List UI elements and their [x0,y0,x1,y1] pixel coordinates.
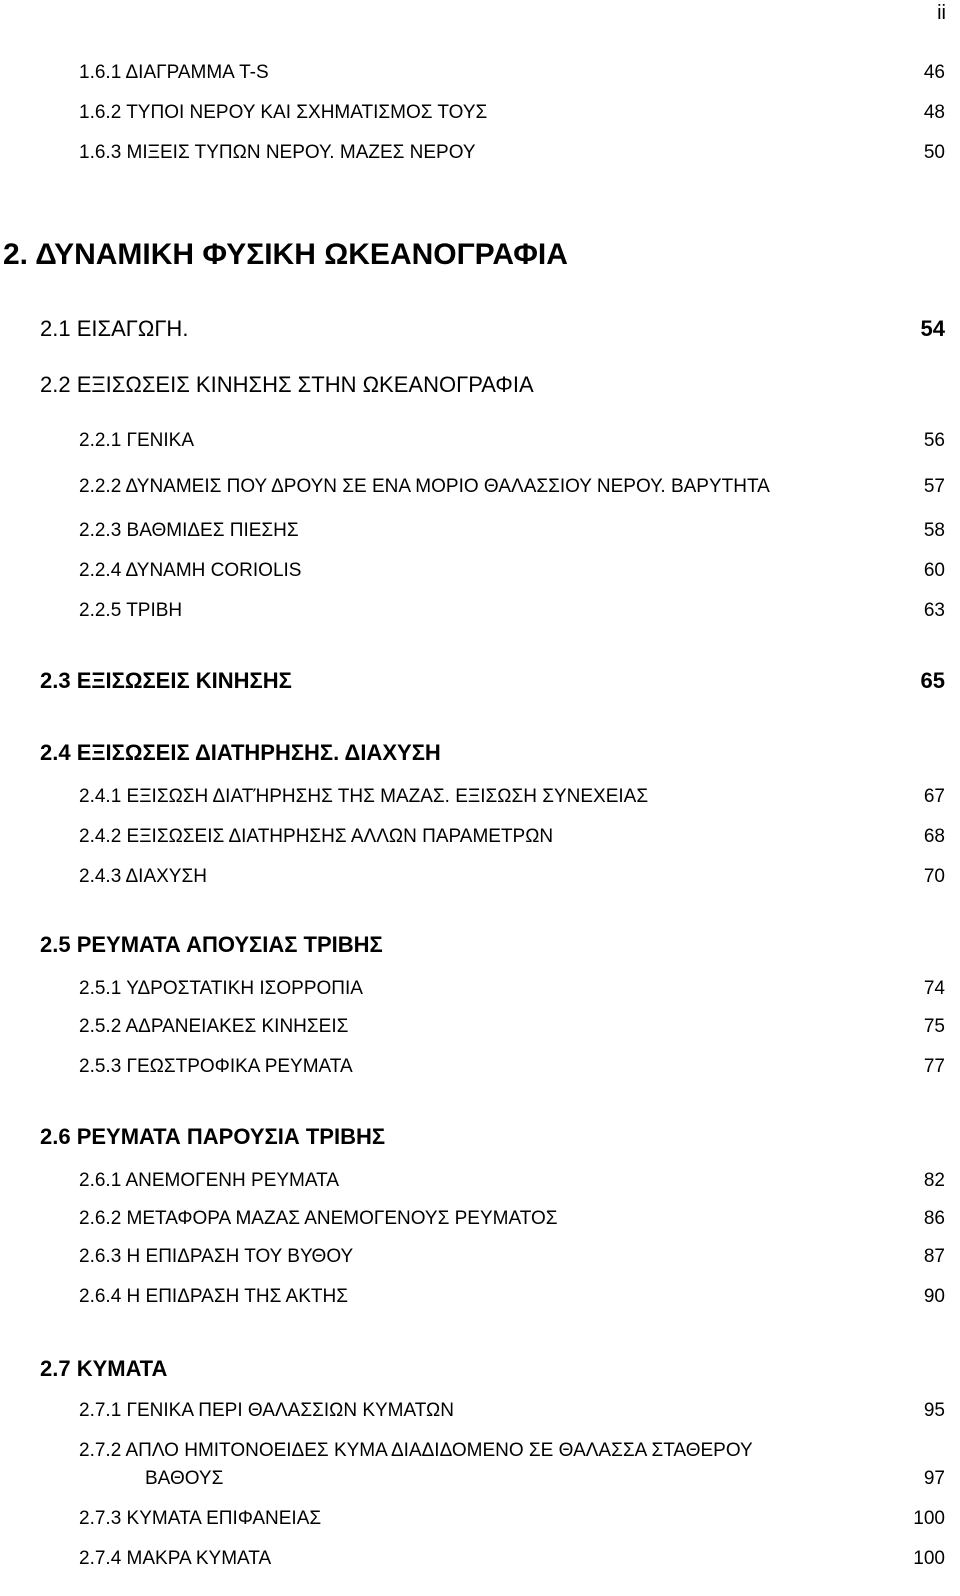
toc-entry-1-6-2[interactable] [79,102,945,124]
toc-section-2-7[interactable] [40,1356,945,1382]
toc-entry-page: 70 [923,866,945,887]
toc-entry-page: 50 [923,142,945,163]
toc-section-2-1[interactable] [40,316,945,342]
toc-entry-title: 2.4.2 ΕΞΙΣΩΣΕΙΣ ΔΙΑΤΗΡΗΣΗΣ ΑΛΛΩΝ ΠΑΡΑΜΕΤΡΩΝ [79,826,554,847]
toc-entry-title: 2.6.2 ΜΕΤΑΦΟΡΑ ΜΑΖΑΣ ΑΝΕΜΟΓΕΝΟΥΣ ΡΕΥΜΑΤΟΣ [79,1208,558,1229]
toc-section-2-4[interactable] [40,740,945,766]
toc-chapter-2[interactable] [3,238,945,272]
toc-entry-page: 58 [923,520,945,541]
toc-section-title: 2.6 ΡΕΥΜΑΤΑ ΠΑΡΟΥΣΙΑ ΤΡΙΒΗΣ [40,1124,386,1149]
toc-entry-title: 2.6.3 Η ΕΠΙΔΡΑΣΗ ΤΟΥ ΒΥΘΟΥ [79,1246,354,1267]
toc-entry-page: 90 [923,1286,945,1307]
toc-entry-title-line1: 2.7.2 ΑΠΛΟ ΗΜΙΤΟΝΟΕΙΔΕΣ ΚΥΜΑ ΔΙΑΔΙΔΟΜΕΝΟ ΣΕ ΘΑΛΑΣΣΑ ΣΤΑΘΕΡΟΥ [79,1440,753,1461]
toc-entry-title: 2.2.3 ΒΑΘΜΙΔΕΣ ΠΙΕΣΗΣ [79,520,299,541]
toc-entry-page: 63 [923,600,945,621]
toc-entry-1-6-3[interactable] [79,142,945,164]
toc-entry-page: 74 [923,978,945,999]
toc-entry-2-7-3[interactable] [79,1508,945,1530]
toc-entry-page: 86 [923,1208,945,1229]
toc-entry-title: 2.2.5 ΤΡΙΒΗ [79,600,183,621]
page-number: ii [937,2,946,24]
toc-section-title: 2.7 ΚΥΜΑΤΑ [40,1356,168,1381]
toc-entry-2-7-2[interactable] [79,1440,945,1462]
toc-entry-page: 87 [923,1246,945,1267]
toc-entry-page: 97 [923,1468,945,1489]
toc-entry-title: 2.7.4 ΜΑΚΡΑ ΚΥΜΑΤΑ [79,1548,272,1569]
toc-entry-page: 56 [923,430,945,451]
toc-entry-1-6-1[interactable] [79,62,945,84]
toc-entry-page: 100 [913,1508,945,1529]
toc-entry-2-6-2[interactable] [79,1208,945,1230]
toc-section-title: 2.2 ΕΞΙΣΩΣΕΙΣ ΚΙΝΗΣΗΣ ΣΤΗΝ ΩΚΕΑΝΟΓΡΑΦΙΑ [40,372,534,397]
toc-section-title: 2.4 ΕΞΙΣΩΣΕΙΣ ΔΙΑΤΗΡΗΣΗΣ. ΔΙΑΧΥΣΗ [40,740,441,765]
toc-entry-title: 2.2.2 ΔΥΝΑΜΕΙΣ ΠΟΥ ΔΡΟΥΝ ΣΕ ΕΝΑ ΜΟΡΙΟ ΘΑΛΑΣΣΙΟΥ ΝΕΡΟΥ. ΒΑΡΥΤΗΤΑ [79,476,770,497]
toc-entry-title: 2.4.1 ΕΞΙΣΩΣΗ ΔΙΑΤΉΡΗΣΗΣ ΤΗΣ ΜΑΖΑΣ. ΕΞΙΣΩΣΗ ΣΥΝΕΧΕΙΑΣ [79,786,649,807]
toc-section-2-2[interactable] [40,372,945,398]
toc-section-page: 65 [920,668,945,693]
toc-entry-title: 2.2.1 ΓΕΝΙΚΑ [79,430,195,451]
toc-entry-page: 75 [923,1016,945,1037]
toc-entry-2-4-2[interactable] [79,826,945,848]
toc-entry-title: 2.4.3 ΔΙΑΧΥΣΗ [79,866,207,887]
toc-entry-title: 2.5.1 ΥΔΡΟΣΤΑΤΙΚΗ ΙΣΟΡΡΟΠΙΑ [79,978,363,999]
toc-entry-2-5-1[interactable] [79,978,945,1000]
toc-entry-page: 48 [923,102,945,123]
toc-entry-title: 1.6.2 ΤΥΠΟΙ ΝΕΡΟΥ ΚΑΙ ΣΧΗΜΑΤΙΣΜΟΣ ΤΟΥΣ [79,102,488,123]
toc-entry-2-2-3[interactable] [79,520,945,542]
toc-section-title: 2.1 ΕΙΣΑΓΩΓΗ. [40,316,189,341]
toc-entry-2-2-4[interactable] [79,560,945,582]
toc-entry-2-4-1[interactable] [79,786,945,808]
toc-entry-page: 95 [923,1400,945,1421]
toc-entry-2-4-3[interactable] [79,866,945,888]
toc-section-2-3[interactable] [40,668,945,694]
toc-section-2-5[interactable] [40,932,945,958]
toc-entry-2-6-3[interactable] [79,1246,945,1268]
toc-entry-page: 100 [913,1548,945,1569]
toc-entry-2-7-4[interactable] [79,1548,945,1570]
toc-entry-title: 2.6.1 ΑΝΕΜΟΓΕΝΗ ΡΕΥΜΑΤΑ [79,1170,339,1191]
toc-entry-2-2-1[interactable] [79,430,945,452]
toc-entry-page: 77 [923,1056,945,1077]
toc-entry-title: 1.6.3 ΜΙΞΕΙΣ ΤΥΠΩΝ ΝΕΡΟΥ. ΜΑΖΕΣ ΝΕΡΟΥ [79,142,476,163]
toc-entry-title-line2: ΒΑΘΟΥΣ [145,1468,224,1489]
toc-section-title: 2.3 ΕΞΙΣΩΣΕΙΣ ΚΙΝΗΣΗΣ [40,668,292,693]
toc-entry-title: 1.6.1 ΔΙΑΓΡΑΜΜΑ T-S [79,62,269,83]
toc-section-page: 54 [920,316,945,341]
toc-entry-title: 2.5.2 ΑΔΡΑΝΕΙΑΚΕΣ ΚΙΝΗΣΕΙΣ [79,1016,349,1037]
toc-entry-2-6-4[interactable] [79,1286,945,1308]
toc-entry-title: 2.2.4 ΔΥΝΑΜΗ CORIOLIS [79,560,302,581]
toc-entry-page: 46 [923,62,945,83]
toc-entry-2-6-1[interactable] [79,1170,945,1192]
toc-entry-page: 57 [923,476,945,497]
toc-entry-title: 2.7.3 ΚΥΜΑΤΑ ΕΠΙΦΑΝΕΙΑΣ [79,1508,322,1529]
toc-chapter-title: 2. ΔΥΝΑΜΙΚΗ ΦΥΣΙΚΗ ΩΚΕΑΝΟΓΡΑΦΙΑ [3,238,568,271]
toc-entry-title: 2.7.1 ΓΕΝΙΚΑ ΠΕΡΙ ΘΑΛΑΣΣΙΩΝ ΚΥΜΑΤΩΝ [79,1400,454,1421]
toc-entry-title: 2.6.4 Η ΕΠΙΔΡΑΣΗ ΤΗΣ ΑΚΤΗΣ [79,1286,348,1307]
toc-entry-page: 68 [923,826,945,847]
toc-section-title: 2.5 ΡΕΥΜΑΤΑ ΑΠΟΥΣΙΑΣ ΤΡΙΒΗΣ [40,932,383,957]
toc-entry-2-5-3[interactable] [79,1056,945,1078]
toc-entry-page: 60 [923,560,945,581]
toc-entry-page: 67 [923,786,945,807]
toc-entry-2-2-5[interactable] [79,600,945,622]
toc-entry-2-7-2-cont[interactable] [145,1468,945,1490]
toc-entry-2-2-2[interactable] [79,476,945,498]
toc-entry-page: 82 [923,1170,945,1191]
toc-entry-2-7-1[interactable] [79,1400,945,1422]
toc-entry-title: 2.5.3 ΓΕΩΣΤΡΟΦΙΚΑ ΡΕΥΜΑΤΑ [79,1056,353,1077]
toc-section-2-6[interactable] [40,1124,945,1150]
toc-entry-2-5-2[interactable] [79,1016,945,1038]
